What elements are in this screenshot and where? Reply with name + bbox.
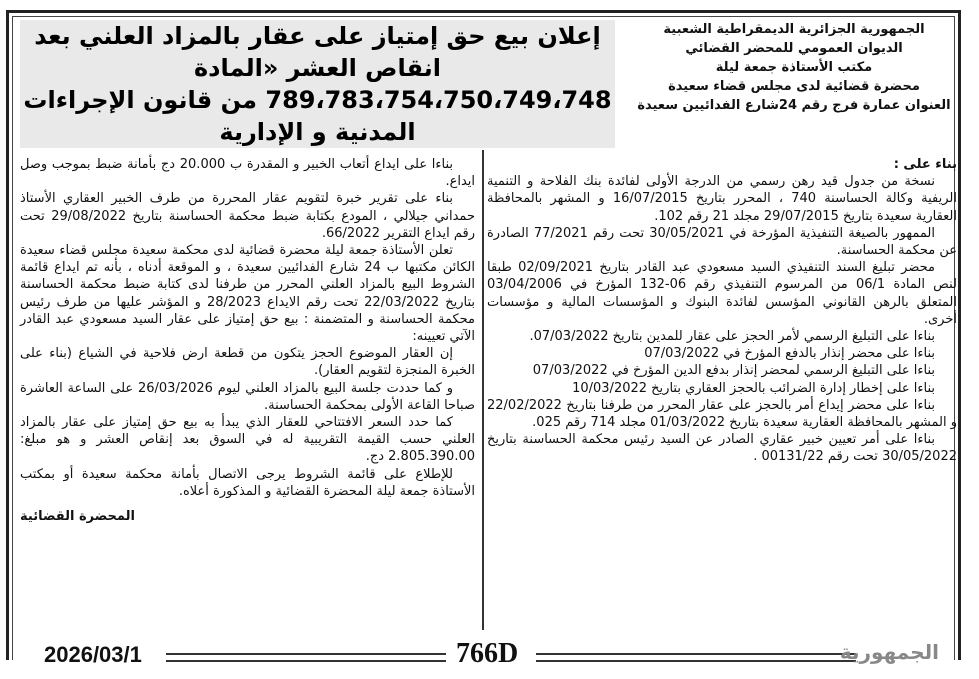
ad-number: 766D: [456, 638, 519, 669]
paragraph: بناء على تقرير خبرة لتقويم عقار المحررة من طرف الخبير العقاري الأستاذ حمداني جيلالي ، المودع بكتابة ضبط محكمة الحساسنة بتاريخ 29/08/2022 تحت رقم ايداع التقرير 66/2022.: [20, 191, 475, 241]
paragraph: بناءا على التبليغ الرسمي لمحضر إنذار بدفع الدين المؤرخ في 07/03/2022: [532, 363, 935, 379]
paragraph: بناءا على إخطار إدارة الضرائب بالحجز العقاري بتاريخ 10/03/2022: [572, 380, 935, 396]
paragraph: إن العقار الموضوع الحجز يتكون من قطعة ارض فلاحية في الشياع (بناء على الخبرة المنجزة لتقويم العقار).: [20, 346, 475, 379]
signature: المحضرة القضائية: [20, 509, 135, 525]
paragraph: بناءا على محضر إنذار بالدفع المؤرخ في 07/03/2022: [644, 346, 935, 362]
issuer-line: الجمهورية الجزائرية الديمقراطية الشعبية: [663, 22, 925, 37]
issuer-line: محضرة قضائية لدى مجلس قضاء سعيدة: [668, 79, 920, 94]
issuer-line: الديوان العمومي للمحضر القضائي: [685, 41, 903, 56]
paragraph: نسخة من جدول قيد رهن رسمي من الدرجة الأولى لفائدة بنك الفلاحة و التنمية الريفية وكالة الحساسنة 740 ، المحرر بتاريخ 16/07/2015 و المشهر بالمحافظة العقارية سعيدة بتاريخ 29/07/2015 مجلد 21 رقم 102.: [487, 174, 957, 224]
paragraph: و كما حددت جلسة البيع بالمزاد العلني ليوم 26/03/2026 على الساعة العاشرة صباحا القاعة الأولى بمحكمة الحساسنة.: [20, 380, 475, 413]
right-column: [487, 156, 957, 466]
publication-date: 2026/03/1: [44, 642, 142, 667]
footer-rule: [536, 653, 856, 662]
paragraph: بناءا على أمر تعيين خبير عقاري الصادر عن السيد رئيس محكمة الحساسنة بتاريخ 30/05/2022 تحت رقم 00131/22 .: [487, 432, 957, 465]
paragraph: الممهور بالصيغة التنفيذية المؤرخة في 30/05/2021 تحت رقم 77/2021 الصادرة عن محكمة الحساسنة.: [487, 225, 957, 259]
issuer-line: العنوان عمارة فرج رقم 24شارع الفدائيين سعيدة: [637, 98, 951, 113]
paragraph: كما حدد السعر الافتتاحي للعقار الذي يبدأ به بيع حق إمتياز على عقار بالمزاد العلني حسب القيمة التقريبية له في السوق بعد إنقاص العشر و هو مبلغ: 2.805.390.00 دج.: [20, 415, 475, 465]
footer: [6, 638, 961, 672]
newspaper-logo: الجمهورية: [839, 640, 939, 664]
issuer-block: [629, 20, 959, 115]
column-divider: [482, 150, 484, 630]
notice-title: إعلان بيع حق إمتياز على عقار بالمزاد العلني بعد انقاص العشر «المادة 789،783،754،750،749،748 من قانون الإجراءات المدنية و الإدارية: [20, 20, 615, 148]
issuer-line: مكتب الأستاذة جمعة ليلة: [715, 60, 873, 75]
paragraph: محضر تبليغ السند التنفيذي السيد مسعودي عبد القادر بتاريخ 02/09/2021 طبقا لنص المادة 06/1 من المرسوم التنفيذي رقم 06-132 المؤرخ في 03/04/2006 المتعلق بالرهن القانوني المؤسس لفائدة البنوك و المؤسسات المالية و مؤسسات أخرى.: [487, 260, 957, 327]
paragraph: بناءا على ايداع أتعاب الخبير و المقدرة ب 20.000 دج بأمانة ضبط بموجب وصل ايداع.: [20, 157, 475, 190]
left-column: [20, 156, 475, 525]
section-heading: بناء على :: [893, 157, 957, 172]
footer-rule: [166, 653, 446, 662]
paragraph: تعلن الأستاذة جمعة ليلة محضرة قضائية لدى محكمة سعيدة مجلس قضاء سعيدة الكائن مكتبها ب 24 شارع الفدائيين سعيدة ، و الموقعة أدناه ، بأنه تم ايداع قائمة الشروط البيع بالمزاد العلني المحرر من طرفنا لدى كتابة ضبط محكمة الحساسنة بتاريخ 22/03/2022 تحت رقم الايداع 28/2023 و المؤشر عليها من طرف رئيس محكمة الحساسنة و المتضمنة : بيع حق إمتياز على عقار السيد مسعودي عبد القادر الآتي تعيينه:: [20, 243, 475, 345]
paragraph: للإطلاع على قائمة الشروط يرجى الاتصال بأمانة محكمة سعيدة أو بمكتب الأستاذة جمعة ليلة المحضرة القضائية و المذكورة أعلاه.: [20, 466, 475, 499]
paragraph: بناءا على محضر إيداع أمر بالحجز على عقار المحرر من طرفنا بتاريخ 22/02/2022 و المشهر بالمحافظة العقارية سعيدة بتاريخ 01/03/2022 مجلد 714 رقم 025.: [487, 397, 957, 431]
paragraph: بناءا على التبليغ الرسمي لأمر الحجز على عقار للمدين بتاريخ 07/03/2022.: [529, 329, 935, 345]
